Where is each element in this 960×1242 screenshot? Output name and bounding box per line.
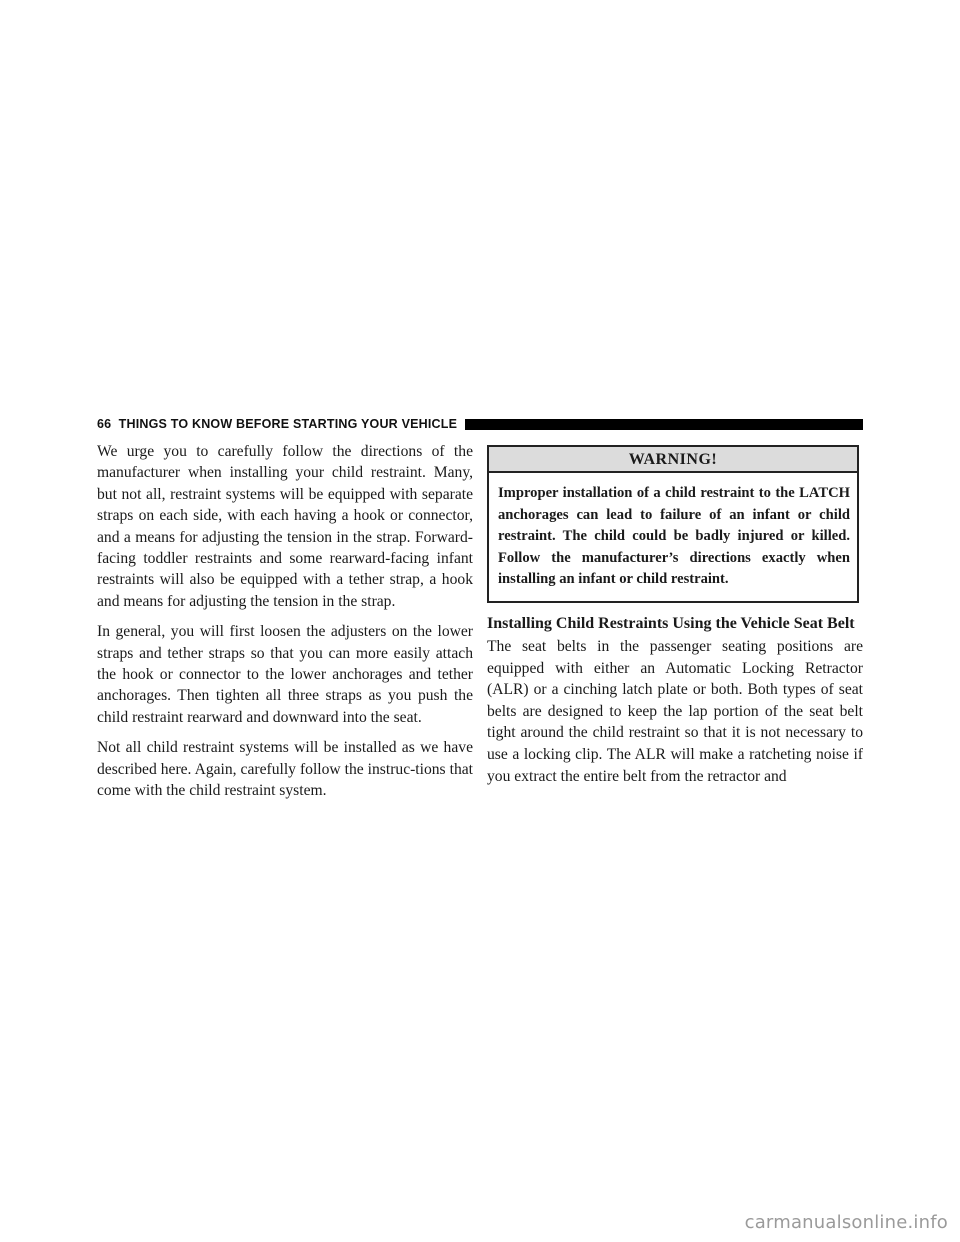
- left-column: [97, 441, 473, 811]
- page-header-text: [97, 417, 457, 431]
- page-number: 66: [97, 417, 112, 431]
- page-header: [97, 417, 863, 431]
- paragraph-1: We urge you to carefully follow the directions of the manufacturer when installing your child restraint. Many, but not all, restraint systems will be equipped with separate straps on each side, with each having a hook or connector, and a means for adjusting the tension in the strap. Forward-facing toddler restraints and some rearward-facing infant restraints will also be equipped with a tether strap, a hook and means for adjusting the tension in the strap.: [97, 443, 473, 610]
- warning-text: Improper installation of a child restraint to the LATCH anchorages can lead to failure of an infant or child restraint. The child could be badly injured or killed. Follow the manufacturer’s directions exactly when installing an infant or child restraint.: [498, 485, 850, 588]
- watermark: carmanualsonline.info: [744, 1212, 948, 1233]
- warning-box: [487, 445, 859, 603]
- right-column: [487, 445, 863, 787]
- section-heading: Installing Child Restraints Using the Vehicle Seat Belt: [487, 614, 855, 632]
- header-rule: [465, 419, 863, 430]
- paragraph-3: Not all child restraint systems will be installed as we have described here. Again, carefully follow the instruc-tions that come with the child restraint system.: [97, 739, 473, 800]
- warning-title: WARNING!: [489, 447, 857, 473]
- paragraph-2: In general, you will first loosen the adjusters on the lower straps and tether straps so that you can more easily attach the hook or connector to the lower anchorages and tether anchorages. Then tighten all three straps as you push the child restraint rearward and downward into the seat.: [97, 623, 473, 726]
- chapter-title: THINGS TO KNOW BEFORE STARTING YOUR VEHICLE: [118, 417, 458, 431]
- section-body: The seat belts in the passenger seating positions are equipped with either an Automatic Locking Retractor (ALR) or a cinching latch plate or both. Both types of seat belts are designed to keep the lap portion of the seat belt tight around the child restraint so that it is not necessary to use a locking clip. The ALR will make a ratcheting noise if you extract the entire belt from the retractor and: [487, 637, 863, 785]
